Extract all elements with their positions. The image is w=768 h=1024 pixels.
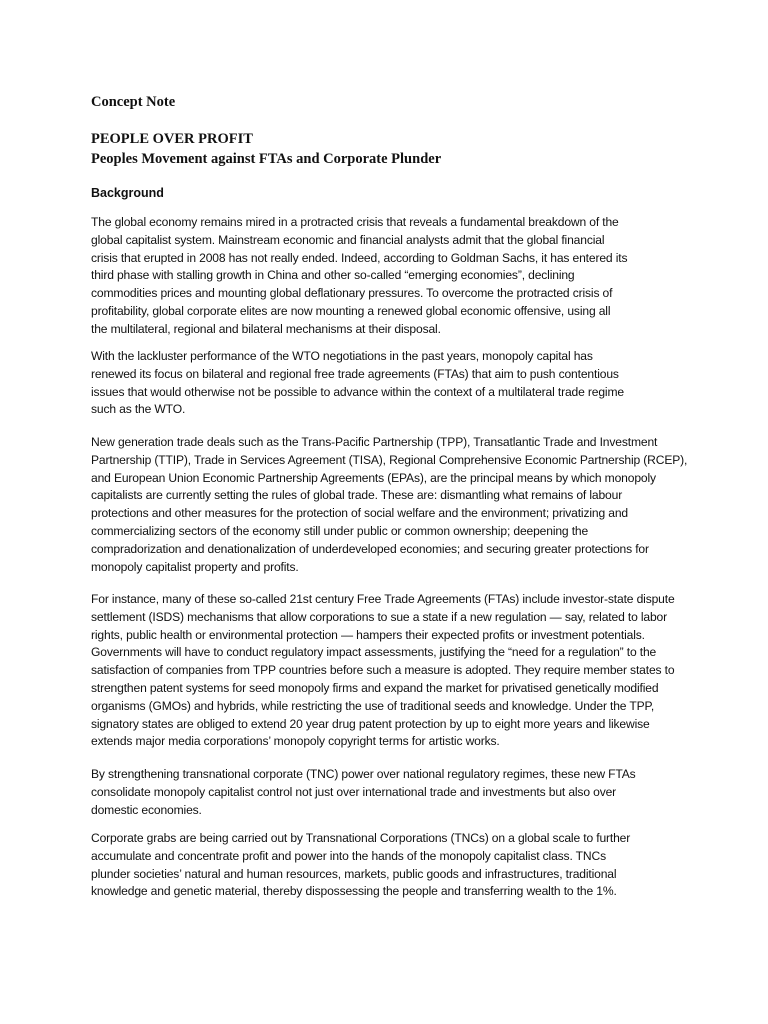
paragraph-line: monopoly capitalist property and profits. <box>91 559 299 574</box>
paragraph-line: The global economy remains mired in a protracted crisis that reveals a fundamental breakdown of the <box>91 215 619 229</box>
paragraph-line: accumulate and concentrate profit and power into the hands of the monopoly capitalist class. TNCs <box>91 848 606 863</box>
paragraph-line: By strengthening transnational corporate (TNC) power over national regulatory regimes, these new FTAs <box>91 767 636 781</box>
document-type-label: Concept Note <box>91 94 176 110</box>
paragraph-1 <box>91 214 731 339</box>
paragraph-3 <box>91 434 731 576</box>
section-heading-background: Background <box>91 186 164 200</box>
paragraph-line: commodities prices and mounting global deflationary pressures. To overcome the protracted crisis of <box>91 286 613 301</box>
paragraph-5 <box>91 766 731 819</box>
paragraph-line: signatory states are obliged to extend 20 year drug patent protection by up to eight more years and likewise <box>91 716 650 731</box>
paragraph-line: For instance, many of these so-called 21st century Free Trade Agreements (FTAs) include investor-state dispute <box>91 592 675 606</box>
paragraph-line: renewed its focus on bilateral and regional free trade agreements (FTAs) that aim to push contentious <box>91 366 619 381</box>
document-title: PEOPLE OVER PROFIT <box>91 131 253 147</box>
paragraph-line: and European Union Economic Partnership Agreements (EPAs), are the principal means by which monopoly <box>91 470 656 485</box>
paragraph-line: the multilateral, regional and bilateral mechanisms at their disposal. <box>91 321 441 336</box>
paragraph-6 <box>91 830 731 901</box>
paragraph-line: strengthen patent systems for seed monopoly firms and expand the market for privatised genetically modified <box>91 680 659 695</box>
paragraph-line: Governments will have to conduct regulatory impact assessments, justifying the “need for a regulation” to the <box>91 645 657 660</box>
paragraph-4 <box>91 591 731 751</box>
paragraph-line: satisfaction of companies from TPP countries before such a measure is adopted. They require member states to <box>91 663 675 678</box>
paragraph-line: such as the WTO. <box>91 402 186 417</box>
paragraph-line: capitalists are currently setting the rules of global trade. These are: dismantling what remains of labour <box>91 488 623 503</box>
paragraph-line: plunder societies’ natural and human resources, markets, public goods and infrastructures, traditional <box>91 866 617 881</box>
paragraph-line: New generation trade deals such as the Trans-Pacific Partnership (TPP), Transatlantic Trade and Investment <box>91 435 658 449</box>
paragraph-line: knowledge and genetic material, thereby dispossessing the people and transferring wealth to the 1%. <box>91 884 617 899</box>
paragraph-line: commercializing sectors of the economy still under public or common ownership; deepening the <box>91 523 589 538</box>
paragraph-line: consolidate monopoly capitalist control not just over international trade and investments but also over <box>91 784 617 799</box>
paragraph-line: third phase with stalling growth in China and other so-called “emerging economies”, declining <box>91 268 575 283</box>
paragraph-line: profitability, global corporate elites are now mounting a renewed global economic offensive, using all <box>91 303 611 318</box>
paragraph-line: settlement (ISDS) mechanisms that allow corporations to sue a state if a new regulation — say, related to labor <box>91 609 668 624</box>
paragraph-line: organisms (GMOs) and hybrids, while restricting the use of traditional seeds and knowledge. Under the TPP, <box>91 698 655 713</box>
paragraph-line: Partnership (TTIP), Trade in Services Agreement (TISA), Regional Comprehensive Economic Partnership (RCEP), <box>91 452 688 467</box>
paragraph-line: extends major media corporations’ monopoly copyright terms for artistic works. <box>91 734 500 749</box>
paragraph-line: rights, public health or environmental protection — hampers their expected profits or investment potentials. <box>91 627 645 642</box>
document-subtitle: Peoples Movement against FTAs and Corporate Plunder <box>91 151 442 167</box>
paragraph-line: domestic economies. <box>91 802 202 817</box>
paragraph-line: With the lackluster performance of the WTO negotiations in the past years, monopoly capital has <box>91 349 593 363</box>
paragraph-line: protections and other measures for the protection of social welfare and the environment; privatizing and <box>91 506 628 521</box>
paragraph-line: crisis that erupted in 2008 has not really ended. Indeed, according to Goldman Sachs, it has entered its <box>91 250 628 265</box>
paragraph-line: compradorization and denationalization of underdeveloped economies; and securing greater protections for <box>91 541 649 556</box>
paragraph-line: Corporate grabs are being carried out by Transnational Corporations (TNCs) on a global scale to further <box>91 831 631 845</box>
paragraph-2 <box>91 348 731 419</box>
paragraph-line: issues that would otherwise not be possible to advance within the context of a multilateral trade regime <box>91 384 624 399</box>
paragraph-line: global capitalist system. Mainstream economic and financial analysts admit that the global financial <box>91 232 605 247</box>
